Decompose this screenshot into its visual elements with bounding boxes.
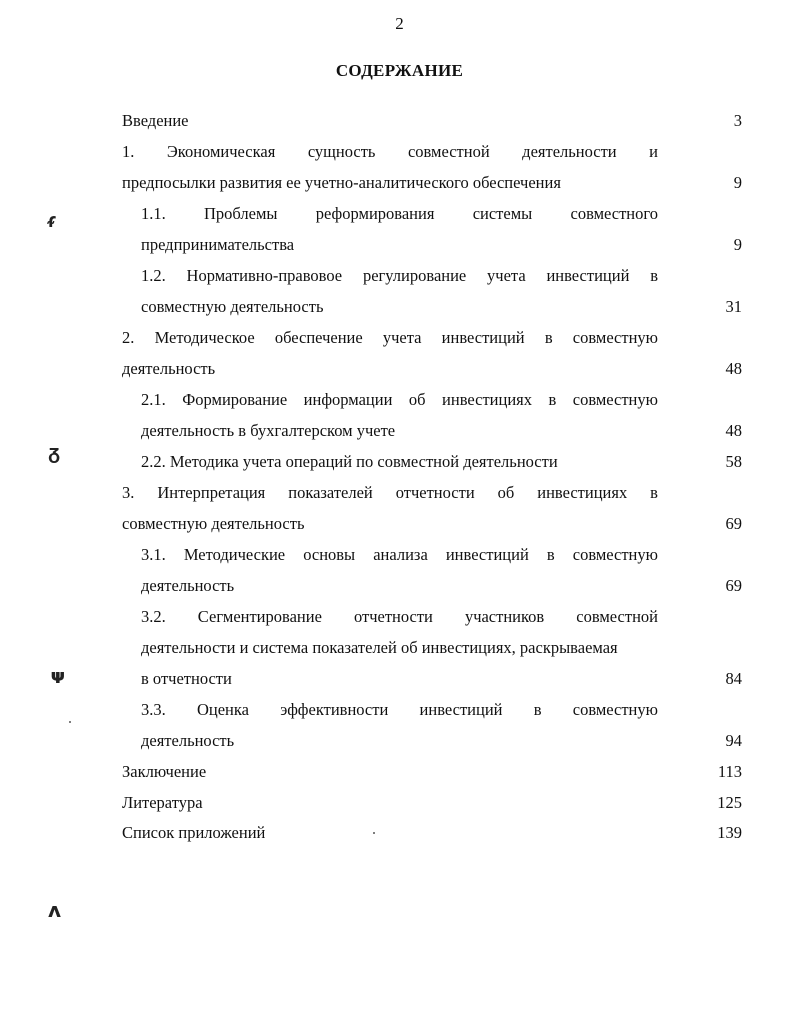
- scan-mark-icon: ᴪ: [50, 664, 66, 688]
- toc-page-s32: 84: [725, 669, 742, 688]
- toc-page-intro: 3: [733, 111, 742, 130]
- toc-entry-ch2-line1: 2. Методическое обеспечение учета инвестиций в совместную: [122, 328, 658, 347]
- toc-entry-s11-line1: 1.1. Проблемы реформирования системы совместного: [141, 204, 658, 223]
- toc-entry-conclusion: Заключение: [122, 762, 207, 781]
- toc-entry-ch3-line2: совместную деятельность: [122, 514, 305, 533]
- toc-entry-s32-line3: в отчетности: [141, 669, 232, 688]
- toc-page-appendices: 139: [717, 823, 742, 842]
- toc-entry-ch2-line2: деятельность: [122, 359, 216, 378]
- toc-entry-ch1-line2: предпосылки развития ее учетно-аналитического обеспечения: [122, 173, 561, 192]
- toc-page-s11: 9: [733, 235, 742, 254]
- toc-entry-s31-line2: деятельность: [141, 576, 235, 595]
- toc-page-ch3: 69: [725, 514, 742, 533]
- toc-page-s21: 48: [725, 421, 742, 440]
- scan-mark-icon: ᵹ: [48, 440, 61, 464]
- toc-entry-literature: Литература: [122, 793, 203, 812]
- toc-entry-intro: Введение: [122, 111, 189, 130]
- toc-page-ch2: 48: [725, 359, 742, 378]
- toc-entry-s33-line1: 3.3. Оценка эффективности инвестиций в совместную: [141, 700, 658, 719]
- toc-page-s31: 69: [725, 576, 742, 595]
- toc-entry-s12-line2: совместную деятельность: [141, 297, 324, 316]
- toc-page-s12: 31: [725, 297, 742, 316]
- toc-entry-ch1-line1: 1. Экономическая сущность совместной деятельности и: [122, 142, 658, 161]
- scan-speck: [373, 832, 375, 834]
- toc-page-literature: 125: [717, 793, 742, 812]
- scan-mark-icon: ᵳ: [48, 208, 56, 232]
- toc-entry-s12-line1: 1.2. Нормативно-правовое регулирование учета инвестиций в: [141, 266, 658, 285]
- toc-page-ch1: 9: [733, 173, 742, 192]
- toc-page-conclusion: 113: [717, 762, 742, 781]
- toc-entry-s32-line2: деятельности и система показателей об инвестициях, раскрываемая: [141, 638, 618, 657]
- page-number: 2: [395, 14, 404, 33]
- toc-entry-s21-line2: деятельность в бухгалтерском учете: [141, 421, 396, 440]
- toc-entry-s32-line1: 3.2. Сегментирование отчетности участников совместной: [141, 607, 658, 626]
- toc-entry-s11-line2: предпринимательства: [141, 235, 295, 254]
- toc-entry-s31-line1: 3.1. Методические основы анализа инвестиций в совместную: [141, 545, 658, 564]
- toc-entry-s22: 2.2. Методика учета операций по совместной деятельности: [141, 452, 558, 471]
- page-title: СОДЕРЖАНИЕ: [335, 61, 464, 80]
- toc-entry-s21-line1: 2.1. Формирование информации об инвестициях в совместную: [141, 390, 658, 409]
- scan-mark-icon: ᴧ: [48, 898, 62, 922]
- toc-entry-appendices: Список приложений: [122, 823, 266, 842]
- toc-page-s33: 94: [725, 731, 742, 750]
- toc-entry-s33-line2: деятельность: [141, 731, 235, 750]
- toc-entry-ch3-line1: 3. Интерпретация показателей отчетности об инвестициях в: [122, 483, 658, 502]
- toc-page-s22: 58: [725, 452, 742, 471]
- scan-speck: [69, 721, 71, 723]
